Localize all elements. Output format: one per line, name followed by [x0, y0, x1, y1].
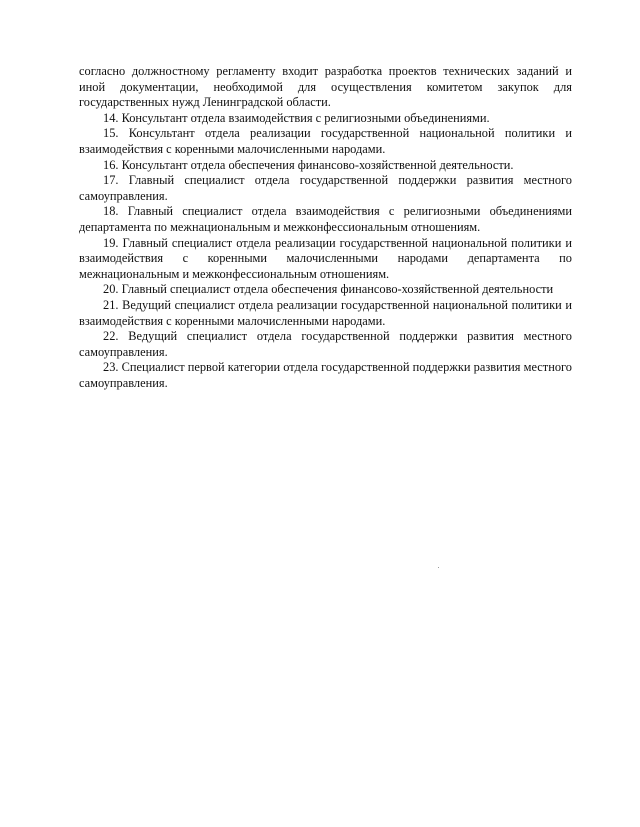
- paragraph-continuation: согласно должностному регламенту входит разработка проектов технических заданий и иной документации, необходимой для осуществления комитетом закупок для государственных нужд Ленинградской области.: [79, 64, 572, 110]
- list-item-22: 22. Ведущий специалист отдела государственной поддержки развития местного самоуправления.: [79, 329, 572, 359]
- document-body: [79, 64, 572, 391]
- scan-speck: [438, 567, 439, 568]
- list-item-18: 18. Главный специалист отдела взаимодействия с религиозными объединениями департамента по межнациональным и межконфессиональным отношениям.: [79, 204, 572, 234]
- list-item-23: 23. Специалист первой категории отдела государственной поддержки развития местного самоуправления.: [79, 360, 572, 390]
- list-item-14: 14. Консультант отдела взаимодействия с религиозными объединениями.: [103, 110, 490, 125]
- list-item-15: 15. Консультант отдела реализации государственной национальной политики и взаимодействия с коренными малочисленными народами.: [79, 126, 572, 156]
- list-item-16: 16. Консультант отдела обеспечения финансово-хозяйственной деятельности.: [103, 157, 514, 172]
- list-item-19: 19. Главный специалист отдела реализации государственной национальной политики и взаимодействия с коренными малочисленными народами департамента по межнациональным и межконфессиональным отношениям.: [79, 235, 572, 281]
- list-item-20: 20. Главный специалист отдела обеспечения финансово-хозяйственной деятельности: [103, 282, 554, 297]
- list-item-21: 21. Ведущий специалист отдела реализации государственной национальной политики и взаимодействия с коренными малочисленными народами.: [79, 297, 572, 328]
- list-item-17: 17. Главный специалист отдела государственной поддержки развития местного самоуправления.: [79, 173, 572, 203]
